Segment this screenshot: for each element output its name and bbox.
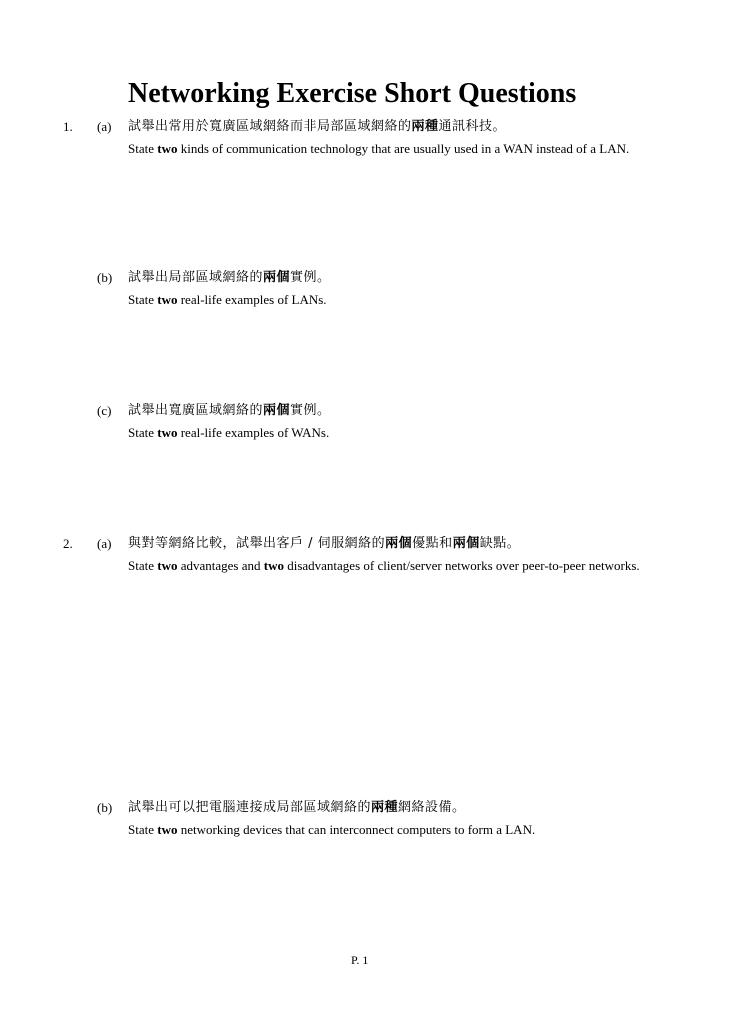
- question-number: 2.: [63, 536, 73, 551]
- question-2b: [128, 797, 668, 841]
- part-label: (c): [97, 403, 112, 418]
- part-label: (a): [97, 119, 112, 134]
- english-text: State two real-life examples of WANs.: [128, 425, 330, 440]
- part-label: (b): [97, 800, 113, 815]
- chinese-text: 試舉出可以把電腦連接成局部區域網絡的兩種網絡設備。: [128, 800, 466, 815]
- part-label: (b): [97, 270, 113, 285]
- chinese-text: 試舉出寬廣區域網絡的兩個實例。: [128, 403, 331, 418]
- question-1a: [128, 116, 668, 160]
- english-text: State two networking devices that can interconnect computers to form a LAN.: [128, 822, 536, 837]
- question-1c: [128, 400, 668, 444]
- chinese-text: 試舉出常用於寬廣區域網絡而非局部區域網絡的兩種通訊科技。: [128, 119, 507, 134]
- part-label: (a): [97, 536, 112, 551]
- english-text: State two advantages and two disadvantages of client/server networks over peer-to-peer networks.: [128, 558, 640, 573]
- page-number: P. 1: [351, 953, 369, 967]
- question-1b: [128, 267, 668, 311]
- question-2a: [128, 533, 668, 577]
- english-text: State two kinds of communication technology that are usually used in a WAN instead of a LAN.: [128, 141, 630, 156]
- chinese-text: 與對等網絡比較，試舉出客戶 / 伺服網絡的兩個優點和兩個缺點。: [128, 536, 521, 551]
- english-text: State two real-life examples of LANs.: [128, 292, 327, 307]
- chinese-text: 試舉出局部區域網絡的兩個實例。: [128, 270, 331, 285]
- page-title: Networking Exercise Short Questions: [128, 78, 577, 109]
- question-number: 1.: [63, 119, 73, 134]
